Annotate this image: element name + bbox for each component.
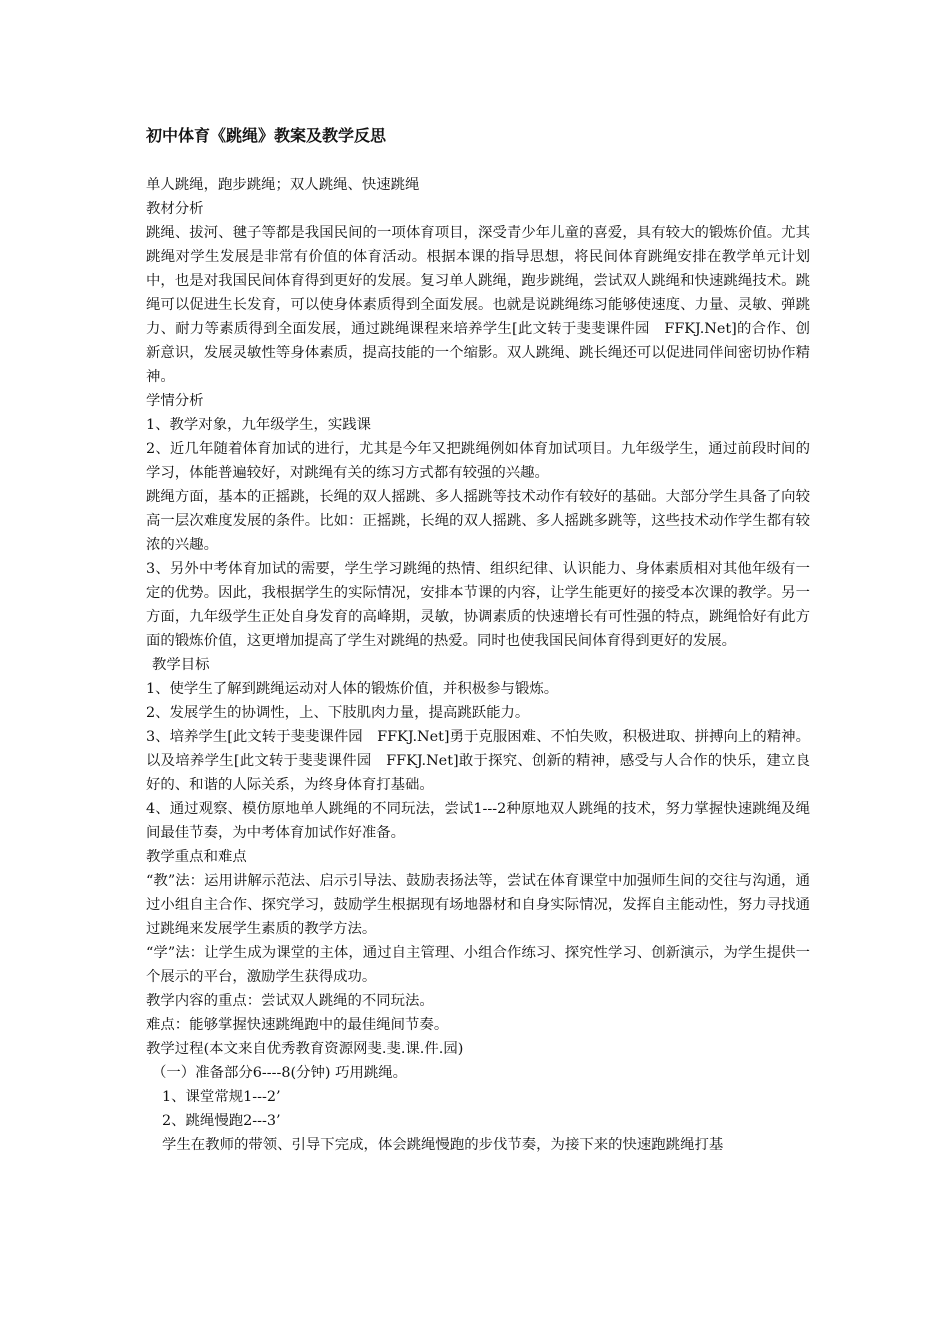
- list-item: 1、课堂常规1---2’: [162, 1089, 281, 1105]
- paragraph: 学生在教师的带领、引导下完成，体会跳绳慢跑的步伐节奏，为接下来的快速跑跳绳打基: [162, 1137, 724, 1153]
- paragraph: 跳绳方面，基本的正摇跳，长绳的双人摇跳、多人摇跳等技术动作有较好的基础。大部分学生具备了向较高一层次难度发展的条件。比如：正摇跳，长绳的双人摇跳、多人摇跳多跳等，这些技术动作学生都有较浓的兴趣。: [146, 489, 810, 553]
- section-heading-student-analysis: 学情分析: [146, 393, 204, 409]
- paragraph: “教”法：运用讲解示范法、启示引导法、鼓励表扬法等，尝试在体育课堂中加强师生间的交往与沟通，通过小组自主合作、探究学习，鼓励学生根据现有场地器材和自身实际情况，发挥自主能动性，努力寻找通过跳绳来发展学生素质的教学方法。: [146, 873, 810, 937]
- paragraph: 难点：能够掌握快速跳绳跑中的最佳绳间节奏。: [146, 1017, 449, 1033]
- document-body: [146, 173, 810, 1157]
- paragraph: 1、使学生了解到跳绳运动对人体的锻炼价值，并积极参与锻炼。: [146, 681, 559, 697]
- paragraph: “学”法：让学生成为课堂的主体，通过自主管理、小组合作练习、探究性学习、创新演示，为学生提供一个展示的平台，激励学生获得成功。: [146, 945, 810, 985]
- paragraph: 1、教学对象，九年级学生，实践课: [146, 417, 372, 433]
- paragraph: 3、另外中考体育加试的需要，学生学习跳绳的热情、组织纪律、认识能力、身体素质相对其他年级有一定的优势。因此，我根据学生的实际情况，安排本节课的内容，让学生能更好的接受本次课的教学。另一方面，九年级学生正处自身发育的高峰期，灵敏，协调素质的快速增长有可性强的特点，跳绳恰好有此方面的锻炼价值，这更增加提高了学生对跳绳的热爱。同时也使我国民间体育得到更好的发展。: [146, 561, 810, 649]
- paragraph-subtitle: 单人跳绳，跑步跳绳；双人跳绳、快速跳绳: [146, 177, 420, 193]
- paragraph: 2、发展学生的协调性，上、下肢肌肉力量，提高跳跃能力。: [146, 705, 530, 721]
- section-heading-teaching-goals: 教学目标: [152, 657, 210, 673]
- paragraph: 跳绳、拔河、毽子等都是我国民间的一项体育项目，深受青少年儿童的喜爱，具有较大的锻炼价值。尤其跳绳对学生发展是非常有价值的体育活动。根据本课的指导思想，将民间体育跳绳安排在教学单元计划中，也是对我国民间体育得到更好的发展。复习单人跳绳，跑步跳绳，尝试双人跳绳和快速跳绳技术。跳绳可以促进生长发育，可以使身体素质得到全面发展。也就是说跳绳练习能够使速度、力量、灵敏、弹跳力、耐力等素质得到全面发展，通过跳绳课程来培养学生[此文转于斐斐课件园 FFKJ.Net]的合作、创新意识，发展灵敏性等身体素质，提高技能的一个缩影。双人跳绳、跳长绳还可以促进同伴间密切协作精神。: [146, 225, 810, 385]
- list-item: 2、跳绳慢跑2---3’: [162, 1113, 281, 1129]
- section-heading-teaching-process: 教学过程(本文来自优秀教育资源网斐.斐.课.件.园): [146, 1041, 464, 1057]
- paragraph: 2、近几年随着体育加试的进行，尤其是今年又把跳绳例如体育加试项目。九年级学生，通过前段时间的学习，体能普遍较好，对跳绳有关的练习方式都有较强的兴趣。: [146, 441, 810, 481]
- section-heading-material-analysis: 教材分析: [146, 201, 204, 217]
- paragraph: 4、通过观察、模仿原地单人跳绳的不同玩法，尝试1---2种原地双人跳绳的技术，努力掌握快速跳绳及绳间最佳节奏，为中考体育加试作好准备。: [146, 801, 810, 841]
- paragraph: 3、培养学生[此文转于斐斐课件园 FFKJ.Net]勇于克服困难、不怕失败，积极进取、拼搏向上的精神。以及培养学生[此文转于斐斐课件园 FFKJ.Net]敢于探究、创新的精神，感受与人合作的快乐，建立良好的、和谐的人际关系，为终身体育打基础。: [146, 729, 810, 793]
- paragraph: 教学内容的重点：尝试双人跳绳的不同玩法。: [146, 993, 434, 1009]
- document-title: 初中体育《跳绳》教案及教学反思: [146, 126, 387, 145]
- section-heading-key-points: 教学重点和难点: [146, 849, 247, 865]
- paragraph: （一）准备部分6----8(分钟) 巧用跳绳。: [152, 1065, 408, 1081]
